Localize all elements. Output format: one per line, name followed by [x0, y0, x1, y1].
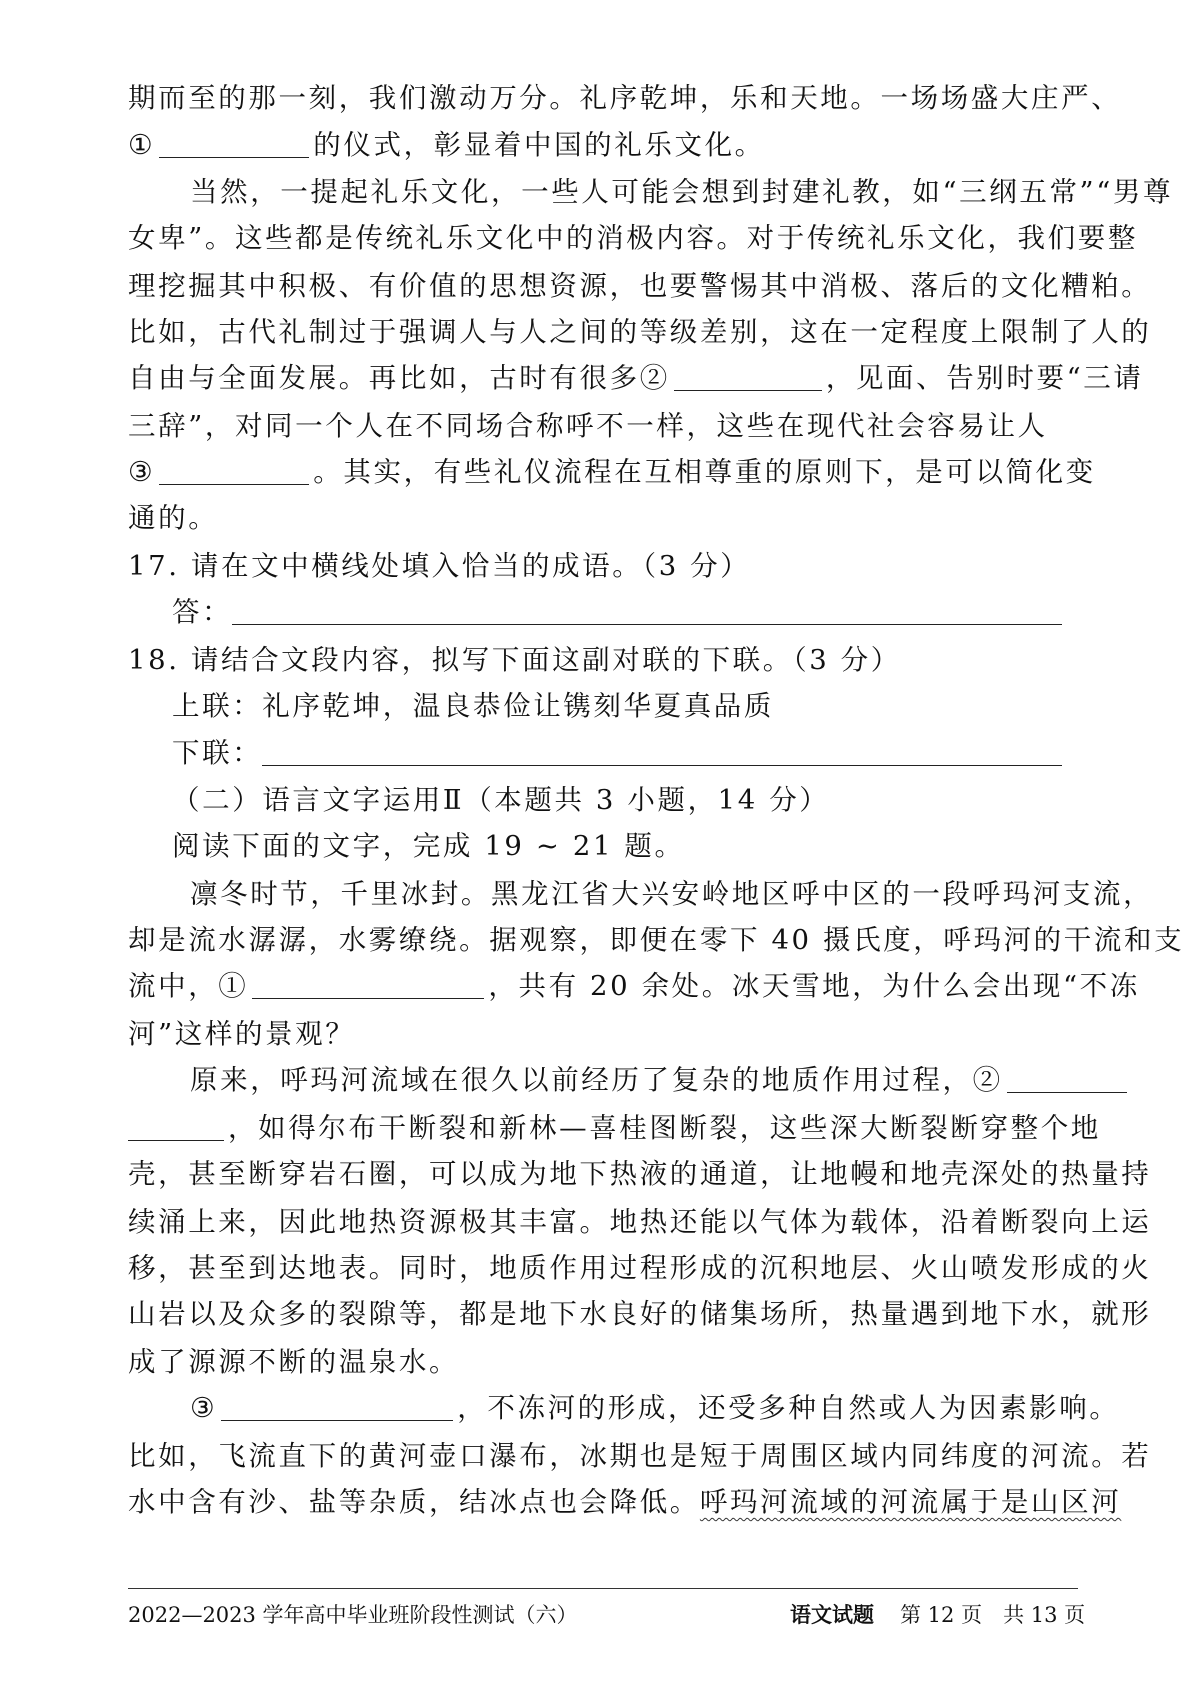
- fill-blank-19-2a[interactable]: [1007, 1064, 1127, 1093]
- text-line: [128, 1482, 1122, 1522]
- text-fragment: ，不冻河的形成，还受多种自然或人为因素影响。: [457, 1392, 1120, 1424]
- text-line: 理挖掘其中积极、有价值的思想资源，也要警惕其中消极、落后的文化糟粕。: [128, 270, 1152, 302]
- xialian-label: 下联：: [172, 737, 263, 769]
- text-line: 移，甚至到达地表。同时，地质作用过程形成的沉积地层、火山喷发形成的火: [128, 1252, 1152, 1284]
- text-line: 凛冬时节，千里冰封。黑龙江省大兴安岭地区呼中区的一段呼玛河支流，: [190, 878, 1154, 910]
- text-line: 续涌上来，因此地热资源极其丰富。地热还能以气体为载体，沿着断裂向上运: [128, 1206, 1152, 1238]
- answer-label: 答：: [172, 596, 233, 628]
- text-fragment: ，见面、告别时要“三请: [825, 362, 1144, 394]
- answer-17-input[interactable]: [232, 596, 1062, 625]
- fill-blank-1[interactable]: [159, 129, 309, 158]
- shanglian: 上联：礼序乾坤，温良恭俭让镌刻华夏真品质: [172, 690, 774, 722]
- text-line: 壳，甚至断穿岩石圈，可以成为地下热液的通道，让地幔和地壳深处的热量持: [128, 1158, 1152, 1190]
- text-line: [190, 1060, 1078, 1100]
- text-line: [128, 452, 1096, 492]
- blank-number: ③: [128, 456, 156, 488]
- fill-blank-19-2b[interactable]: [128, 1112, 224, 1141]
- question-17: 17. 请在文中横线处填入恰当的成语。（3 分）: [128, 550, 751, 582]
- text-fragment: ，如得尔布干断裂和新林—喜桂图断裂，这些深大断裂断穿整个地: [228, 1112, 1101, 1144]
- fill-blank-19-3[interactable]: [221, 1392, 453, 1421]
- question-18: 18. 请结合文段内容，拟写下面这副对联的下联。（3 分）: [128, 644, 901, 676]
- xialian-input[interactable]: [262, 737, 1062, 766]
- fill-blank-2[interactable]: [674, 362, 822, 391]
- text-line: 三辞”，对同一个人在不同场合称呼不一样，这些在现代社会容易让人: [128, 410, 1048, 442]
- answer-17-row: [172, 592, 1078, 632]
- text-fragment: 的仪式，彰显着中国的礼乐文化。: [313, 129, 765, 161]
- instruction: 阅读下面的文字，完成 19 ~ 21 题。: [172, 830, 685, 862]
- text-fragment: 流中，①: [128, 970, 249, 1002]
- text-line: 通的。: [128, 502, 219, 534]
- text-line: 成了源源不断的温泉水。: [128, 1346, 460, 1378]
- text-line: 比如，飞流直下的黄河壶口瀑布，冰期也是短于周围区域内同纬度的河流。若: [128, 1440, 1152, 1472]
- text-line: 女卑”。这些都是传统礼乐文化中的消极内容。对于传统礼乐文化，我们要整: [128, 222, 1138, 254]
- footer-divider: [128, 1588, 1078, 1589]
- footer-page-number: 第 12 页 共 13 页: [900, 1603, 1086, 1627]
- footer-exam-title: 2022—2023 学年高中毕业班阶段性测试（六）: [128, 1603, 578, 1627]
- text-fragment: 。其实，有些礼仪流程在互相尊重的原则下，是可以简化变: [313, 456, 1096, 488]
- text-fragment: ，共有 20 余处。冰天雪地，为什么会出现“不冻: [488, 970, 1140, 1002]
- fill-blank-3[interactable]: [159, 456, 309, 485]
- text-line: [128, 125, 1078, 165]
- text-fragment: 水中含有沙、盐等杂质，结冰点也会降低。: [128, 1486, 700, 1518]
- xialian-row: [172, 733, 1078, 773]
- text-fragment: 原来，呼玛河流域在很久以前经历了复杂的地质作用过程，②: [190, 1064, 1003, 1096]
- text-line: [190, 1388, 1120, 1428]
- fill-blank-19-1[interactable]: [252, 970, 484, 999]
- footer-subject: 语文试题: [790, 1602, 874, 1627]
- text-line: 山岩以及众多的裂隙等，都是地下水良好的储集场所，热量遇到地下水，就形: [128, 1298, 1152, 1330]
- wavy-underlined-sentence: 呼玛河流域的河流属于是山区河: [699, 1486, 1122, 1518]
- blank-number: ③: [190, 1392, 218, 1424]
- blank-number: ①: [128, 129, 156, 161]
- text-line: 河”这样的景观？: [128, 1018, 356, 1050]
- text-line: [128, 358, 1144, 398]
- text-fragment: 自由与全面发展。再比如，古时有很多②: [128, 362, 670, 394]
- text-line: [128, 966, 1140, 1006]
- text-line: 比如，古代礼制过于强调人与人之间的等级差别，这在一定程度上限制了人的: [128, 316, 1152, 348]
- text-line: [128, 1108, 1101, 1148]
- section-heading: （二）语言文字运用Ⅱ（本题共 3 小题，14 分）: [172, 784, 830, 816]
- text-line: 当然，一提起礼乐文化，一些人可能会想到封建礼教，如“三纲五常”“男尊: [190, 176, 1174, 208]
- text-line: 却是流水潺潺，水雾缭绕。据观察，即便在零下 40 摄氏度，呼玛河的干流和支: [128, 924, 1185, 956]
- text-line: 期而至的那一刻，我们激动万分。礼序乾坤，乐和天地。一场场盛大庄严、: [128, 82, 1122, 114]
